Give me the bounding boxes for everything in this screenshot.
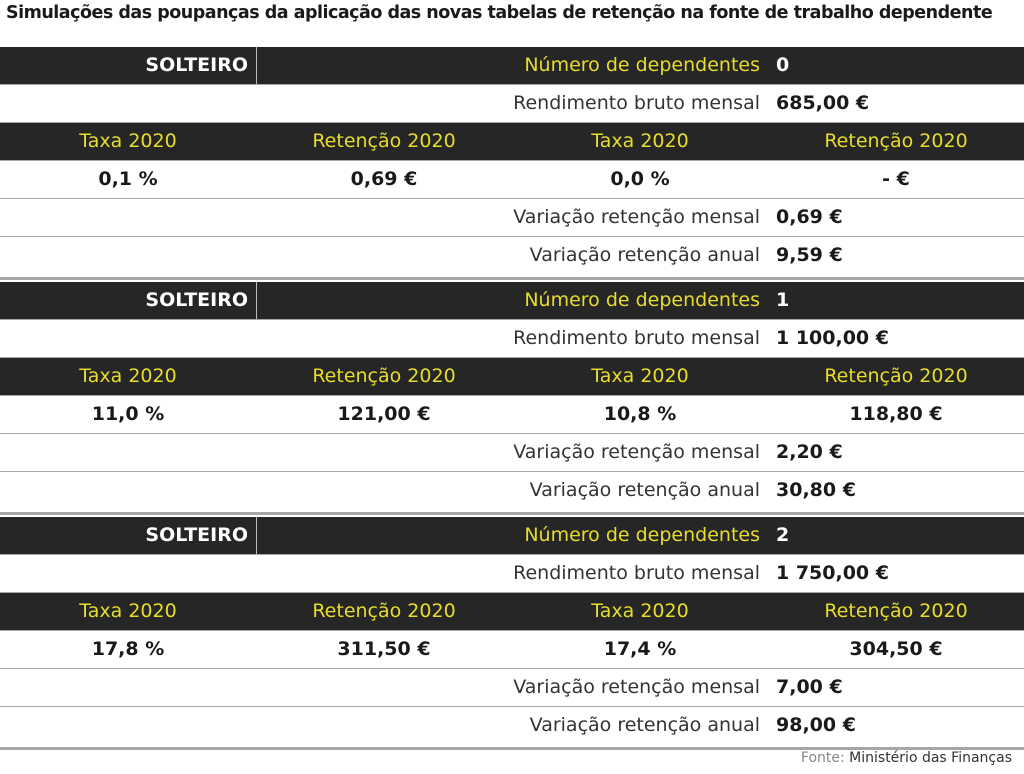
retention-header: Retenção 2020 <box>824 600 968 622</box>
rate-value: 17,8 % <box>91 638 165 660</box>
marital-status-label: SOLTEIRO <box>145 524 248 546</box>
marital-status-label: SOLTEIRO <box>145 289 248 311</box>
monthly-variation-value: 0,69 € <box>776 206 843 228</box>
dependents-label: Número de dependentes <box>524 289 760 311</box>
rates-header-row <box>0 123 1024 161</box>
rates-values-row <box>0 631 1024 669</box>
annual-variation-value: 9,59 € <box>776 244 843 266</box>
annual-variation-label: Variação retenção anual <box>529 714 760 736</box>
rate-value: 11,0 % <box>91 403 165 425</box>
simulation-block <box>0 517 1024 750</box>
dependents-label: Número de dependentes <box>524 524 760 546</box>
income-value: 685,00 € <box>776 92 870 114</box>
rates-values-row <box>0 161 1024 199</box>
rate-value: 0,0 % <box>610 168 670 190</box>
header-divider <box>256 47 257 84</box>
rates-values-row <box>0 396 1024 434</box>
monthly-variation-value: 2,20 € <box>776 441 843 463</box>
rate-header: Taxa 2020 <box>591 600 689 622</box>
dependents-value: 2 <box>776 524 790 546</box>
page-title: Simulações das poupanças da aplicação das novas tabelas de retenção na fonte de trabalho dependente <box>6 3 993 23</box>
income-label: Rendimento bruto mensal <box>513 327 760 349</box>
annual-variation-value: 30,80 € <box>776 479 856 501</box>
income-value: 1 100,00 € <box>776 327 889 349</box>
rate-value: 10,8 % <box>603 403 677 425</box>
marital-status-label: SOLTEIRO <box>145 54 248 76</box>
retention-header: Retenção 2020 <box>312 600 456 622</box>
annual-variation-row <box>0 472 1024 509</box>
simulation-block <box>0 282 1024 515</box>
retention-value: 311,50 € <box>337 638 431 660</box>
rate-header: Taxa 2020 <box>79 600 177 622</box>
income-label: Rendimento bruto mensal <box>513 92 760 114</box>
monthly-variation-label: Variação retenção mensal <box>513 676 760 698</box>
simulation-block <box>0 47 1024 280</box>
source-prefix: Fonte: <box>800 750 845 766</box>
monthly-variation-row <box>0 669 1024 707</box>
retention-value: 118,80 € <box>849 403 943 425</box>
monthly-variation-row <box>0 434 1024 472</box>
rate-header: Taxa 2020 <box>79 130 177 152</box>
retention-value: 0,69 € <box>350 168 418 190</box>
monthly-variation-label: Variação retenção mensal <box>513 441 760 463</box>
rate-value: 0,1 % <box>98 168 158 190</box>
income-row <box>0 320 1024 358</box>
simulation-table <box>0 47 1024 750</box>
dependents-label: Número de dependentes <box>524 54 760 76</box>
rate-value: 17,4 % <box>603 638 677 660</box>
annual-variation-label: Variação retenção anual <box>529 244 760 266</box>
rates-header-row <box>0 358 1024 396</box>
retention-header: Retenção 2020 <box>312 130 456 152</box>
source-note <box>801 750 1012 766</box>
retention-value: 121,00 € <box>337 403 431 425</box>
status-row <box>0 47 1024 85</box>
dependents-value: 0 <box>776 54 790 76</box>
retention-value: - € <box>882 168 910 190</box>
income-label: Rendimento bruto mensal <box>513 562 760 584</box>
dependents-value: 1 <box>776 289 790 311</box>
income-row <box>0 555 1024 593</box>
status-row <box>0 517 1024 555</box>
source-name: Ministério das Finanças <box>849 750 1012 766</box>
rates-header-row <box>0 593 1024 631</box>
retention-header: Retenção 2020 <box>824 365 968 387</box>
rate-header: Taxa 2020 <box>79 365 177 387</box>
income-value: 1 750,00 € <box>776 562 889 584</box>
income-row <box>0 85 1024 123</box>
rate-header: Taxa 2020 <box>591 130 689 152</box>
retention-value: 304,50 € <box>849 638 943 660</box>
header-divider <box>256 517 257 554</box>
monthly-variation-row <box>0 199 1024 237</box>
annual-variation-label: Variação retenção anual <box>529 479 760 501</box>
header-divider <box>256 282 257 319</box>
status-row <box>0 282 1024 320</box>
annual-variation-row <box>0 707 1024 744</box>
retention-header: Retenção 2020 <box>824 130 968 152</box>
retention-header: Retenção 2020 <box>312 365 456 387</box>
annual-variation-row <box>0 237 1024 274</box>
annual-variation-value: 98,00 € <box>776 714 856 736</box>
rate-header: Taxa 2020 <box>591 365 689 387</box>
monthly-variation-label: Variação retenção mensal <box>513 206 760 228</box>
monthly-variation-value: 7,00 € <box>776 676 843 698</box>
